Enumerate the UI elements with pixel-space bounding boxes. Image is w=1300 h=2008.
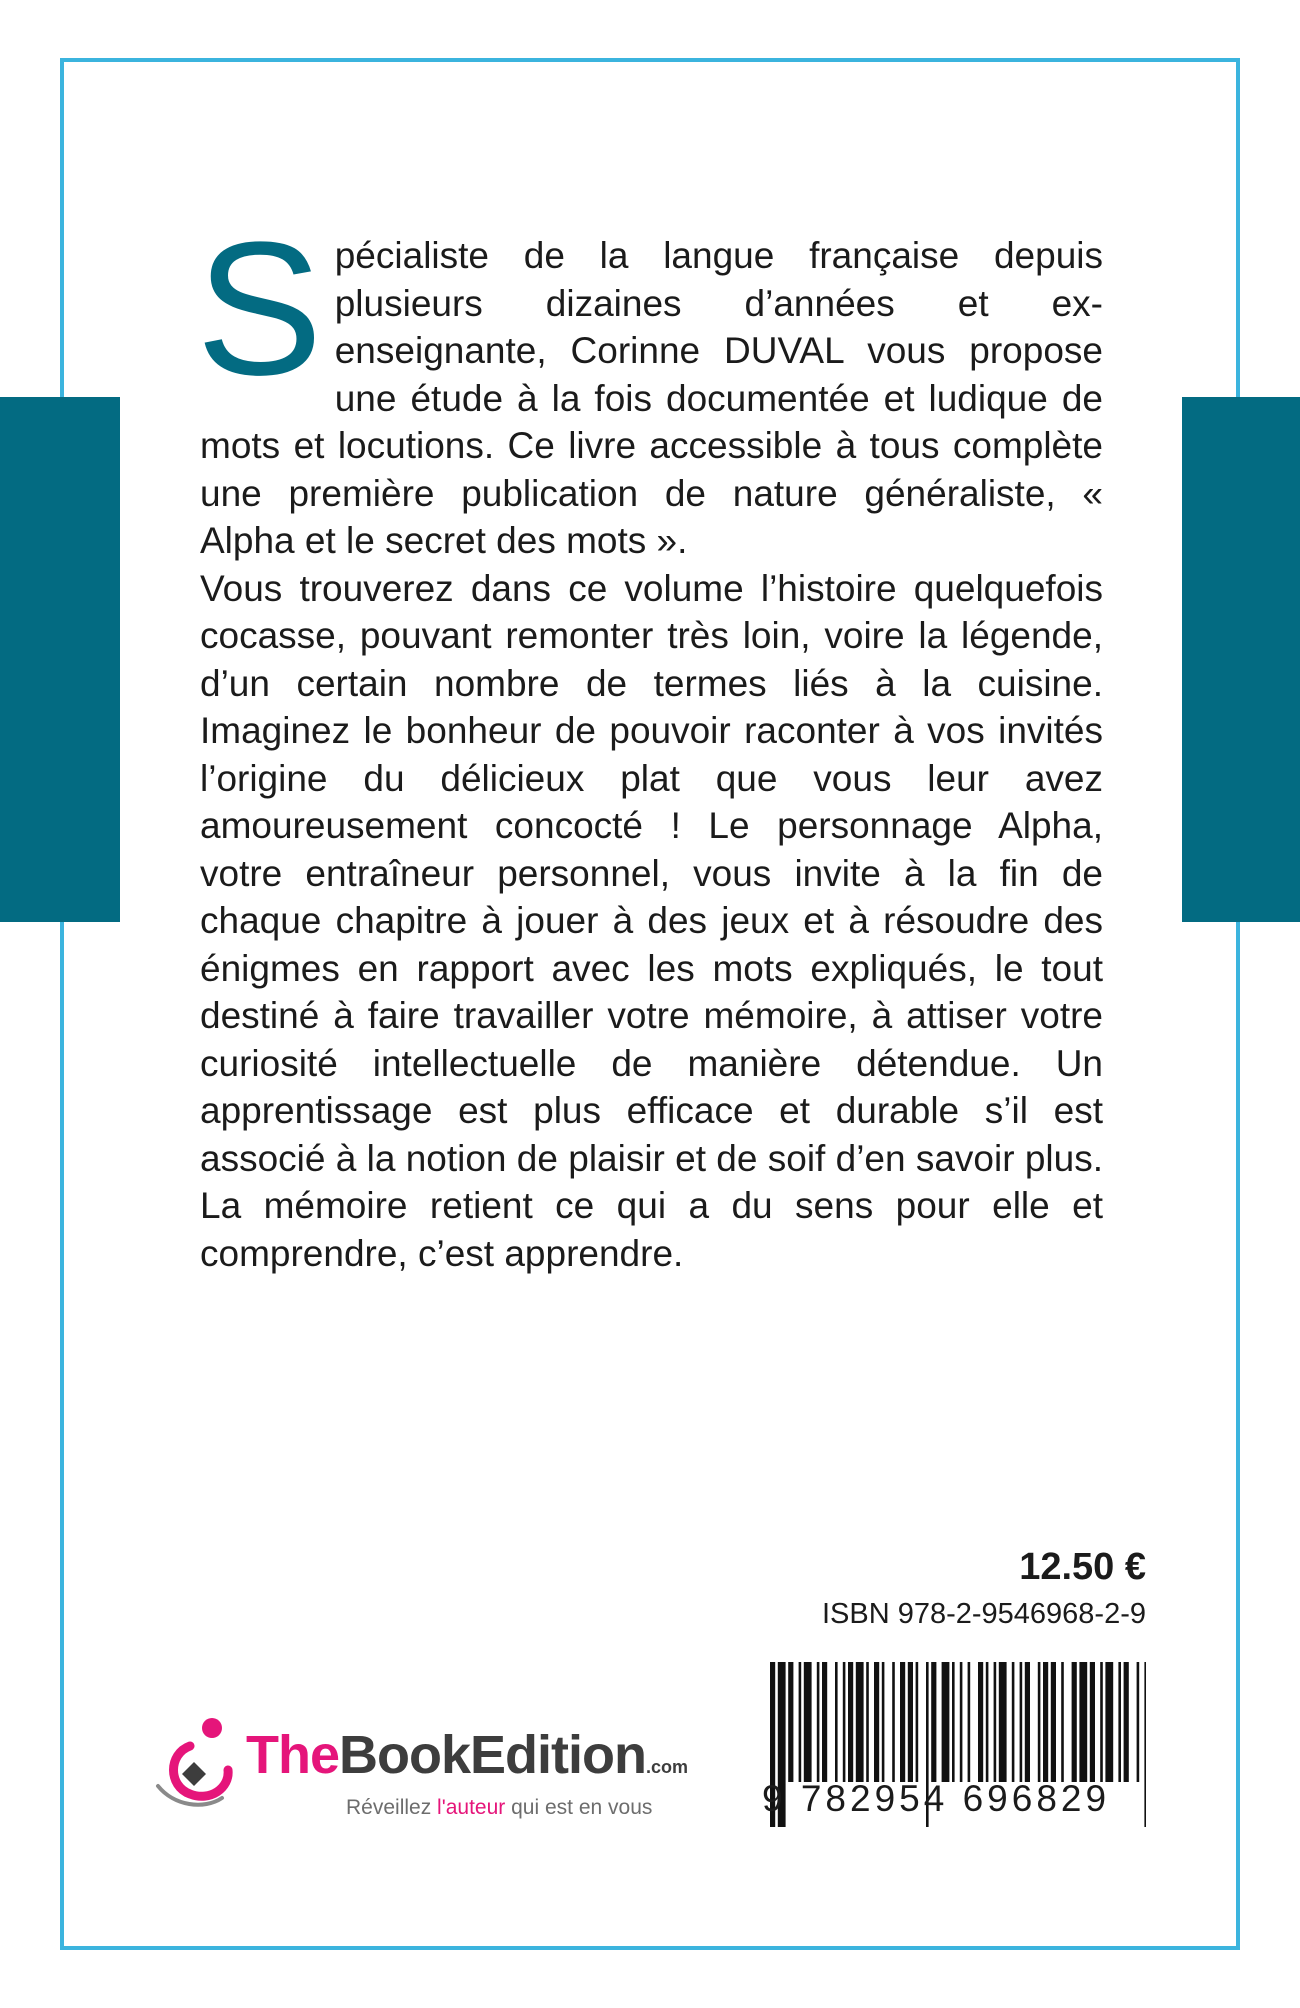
barcode-bar bbox=[1020, 1662, 1023, 1782]
barcode-bar bbox=[1100, 1662, 1103, 1782]
publisher-logo bbox=[150, 1712, 750, 1832]
blurb-paragraph-1 bbox=[196, 203, 1103, 565]
back-cover-blurb bbox=[196, 203, 1103, 1277]
barcode-bar bbox=[835, 1662, 838, 1782]
price-label: 12.50 € bbox=[1019, 1546, 1146, 1588]
tagline-start: Réveillez bbox=[346, 1796, 438, 1819]
barcode-bar bbox=[900, 1662, 905, 1782]
barcode-bar bbox=[931, 1662, 936, 1782]
barcode-bar bbox=[882, 1662, 885, 1782]
barcode-bar bbox=[1124, 1662, 1129, 1782]
publisher-name bbox=[246, 1724, 688, 1786]
blurb-paragraph-1-text: pécialiste de la langue française depuis plusieurs dizaines d’années et ex-enseignante, Corinne DUVAL vous propose une étude à la fois documentée et ludique de mots et locutions. Ce livre accessible à tous complète une première publication de nature généraliste, « Alpha et le secret des mots ». bbox=[200, 235, 1103, 561]
barcode-bar bbox=[804, 1662, 812, 1782]
barcode-bar bbox=[848, 1662, 853, 1782]
barcode-bar bbox=[952, 1662, 955, 1782]
barcode-bar bbox=[1118, 1662, 1121, 1782]
barcode-digits: 9 782954 696829 bbox=[762, 1778, 1111, 1819]
barcode-bar bbox=[1090, 1662, 1095, 1782]
barcode-bar bbox=[960, 1662, 963, 1782]
tagline-highlight: l'auteur bbox=[437, 1796, 506, 1819]
blurb-paragraph-2: Vous trouverez dans ce volume l’histoire quelquefois cocasse, pouvant remonter très loin, voire la légende, d’un certain nombre de termes liés à la cuisine. Imaginez le bonheur de pouvoir raconter à vos invités l’origine du délicieux plat que vous leur avez amoureusement concocté ! Le personnage Alpha, votre entraîneur personnel, vous invite à la fin de chaque chapitre à jouer à des jeux et à résoudre des énigmes en rapport avec les mots expliqués, le tout destiné à faire travailler votre mémoire, à attiser votre curiosité intellectuelle de manière détendue. Un apprentissage est plus efficace et durable s’il est associé à la notion de plaisir et de soif d’en savoir plus. La mémoire retient ce qui a du sens pour elle et comprendre, c’est apprendre. bbox=[200, 567, 1103, 1274]
barcode-bar bbox=[999, 1662, 1007, 1782]
barcode-bar bbox=[1012, 1662, 1015, 1782]
barcode-bar bbox=[874, 1662, 879, 1782]
barcode-bar bbox=[856, 1662, 864, 1782]
barcode-bar bbox=[799, 1662, 802, 1782]
publisher-logo-mark-icon bbox=[150, 1714, 250, 1814]
barcode-bar bbox=[1105, 1662, 1113, 1782]
barcode-bar bbox=[978, 1662, 983, 1782]
barcode-bar bbox=[1079, 1662, 1087, 1782]
barcode-bar bbox=[1072, 1662, 1077, 1782]
barcode-bar bbox=[866, 1662, 869, 1782]
barcode-bar bbox=[843, 1662, 846, 1782]
barcode-bar bbox=[788, 1662, 793, 1782]
tagline-end: qui est en vous bbox=[505, 1796, 653, 1819]
left-teal-band bbox=[0, 397, 120, 922]
barcode-bar bbox=[1043, 1662, 1048, 1782]
barcode-bar bbox=[817, 1662, 820, 1782]
barcode-bar bbox=[916, 1662, 919, 1782]
publisher-name-the: The bbox=[246, 1725, 340, 1785]
publisher-tagline bbox=[346, 1796, 652, 1820]
right-teal-band bbox=[1182, 397, 1300, 922]
isbn-label: ISBN 978-2-9546968-2-9 bbox=[821, 1598, 1146, 1630]
drop-cap-letter: S bbox=[196, 203, 323, 415]
barcode-bar bbox=[968, 1662, 971, 1782]
publisher-name-book: BookEdition bbox=[339, 1725, 646, 1785]
barcode-bar bbox=[994, 1662, 997, 1782]
barcode-bar bbox=[822, 1662, 827, 1782]
barcode-bar bbox=[986, 1662, 989, 1782]
barcode-bar bbox=[1051, 1662, 1056, 1782]
barcode-bar bbox=[908, 1662, 913, 1782]
barcode-bar bbox=[892, 1662, 895, 1782]
barcode-bar bbox=[1144, 1662, 1146, 1827]
barcode-bar bbox=[942, 1662, 950, 1782]
barcode-bar bbox=[1025, 1662, 1030, 1782]
barcode-bar bbox=[1137, 1662, 1140, 1782]
publisher-name-com: .com bbox=[645, 1757, 688, 1777]
barcode-bar bbox=[1061, 1662, 1064, 1782]
barcode-bar bbox=[1038, 1662, 1041, 1782]
